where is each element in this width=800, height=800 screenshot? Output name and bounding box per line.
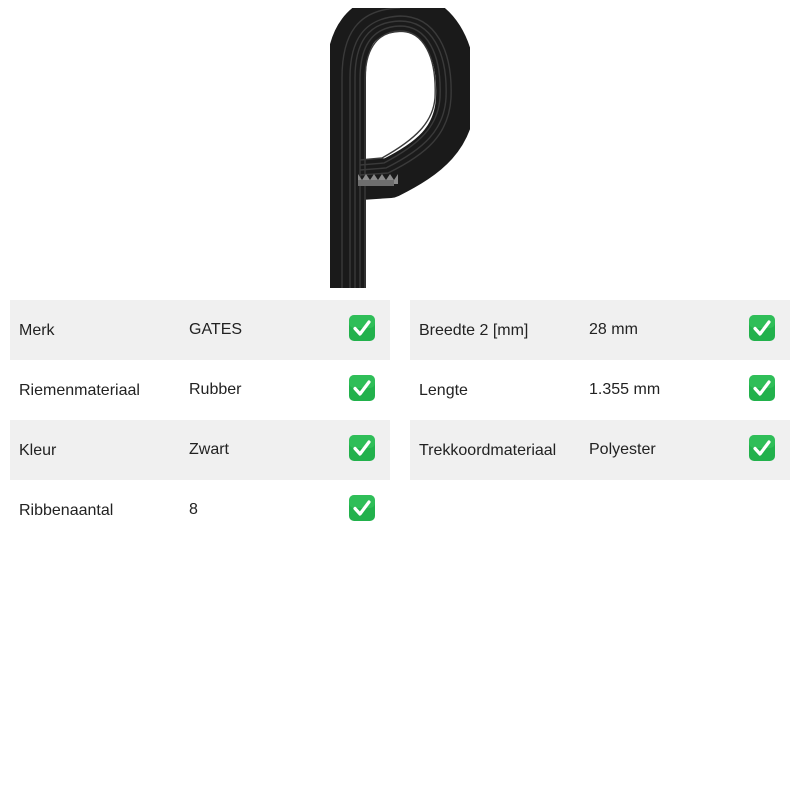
spec-row (10, 420, 390, 480)
checkmark-icon (349, 315, 375, 341)
spec-label: Breedte 2 [mm] (419, 322, 529, 339)
spec-label: Riemenmateriaal (19, 382, 140, 399)
spec-value: 1.355 mm (589, 381, 661, 398)
checkmark-icon (349, 495, 375, 521)
serpentine-belt-image (330, 8, 470, 290)
checkmark-icon (349, 375, 375, 401)
product-image (330, 8, 470, 290)
spec-label: Merk (19, 322, 55, 339)
spec-value: 8 (189, 501, 198, 518)
spec-value: Polyester (589, 441, 656, 458)
spec-row (410, 300, 790, 360)
specs-table-left (10, 300, 390, 540)
checkmark-icon (749, 435, 775, 461)
spec-value: Rubber (189, 381, 242, 398)
spec-row (10, 480, 390, 540)
spec-label: Kleur (19, 442, 57, 459)
spec-value: 28 mm (589, 321, 638, 338)
spec-value: GATES (189, 321, 243, 338)
spec-label: Ribbenaantal (19, 502, 114, 519)
checkmark-icon (749, 315, 775, 341)
checkmark-icon (349, 435, 375, 461)
spec-row (10, 300, 390, 360)
spec-label: Lengte (419, 382, 468, 399)
spec-label: Trekkoordmateriaal (419, 442, 557, 459)
spec-row (410, 420, 790, 480)
checkmark-icon (749, 375, 775, 401)
specs-table-right (410, 300, 790, 480)
spec-value: Zwart (189, 441, 229, 458)
spec-row (410, 360, 790, 420)
spec-row (10, 360, 390, 420)
